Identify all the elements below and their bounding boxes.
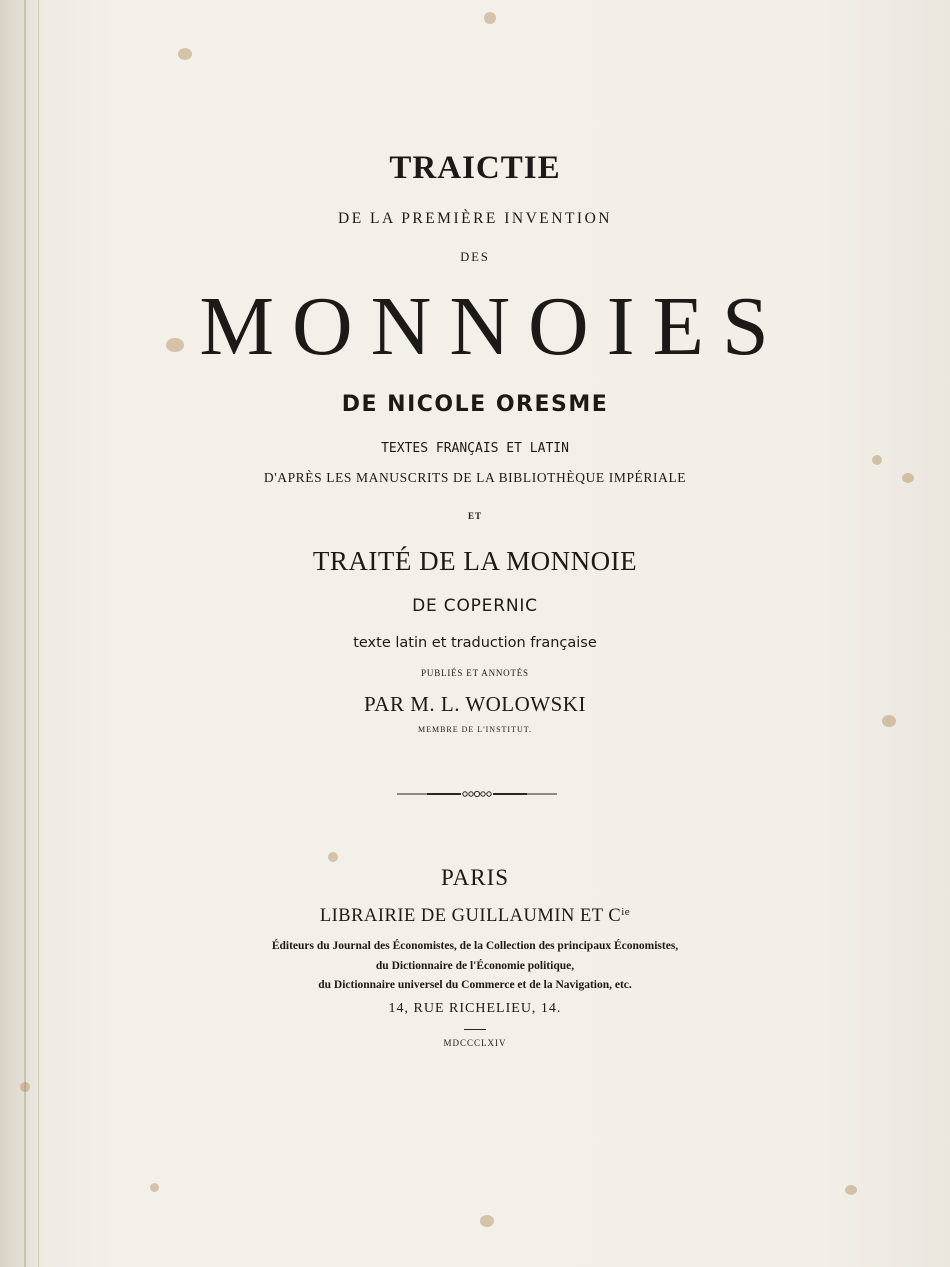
foxing-spot (480, 1215, 494, 1227)
imprint-publisher (0, 906, 950, 927)
editor-line: PAR M. L. WOLOWSKI (364, 692, 586, 716)
imprint-year: MDCCCLXIV (443, 1038, 507, 1048)
texte-latin-line: texte latin et traduction française (353, 635, 597, 651)
foxing-spot (484, 12, 496, 24)
imprint-address: 14, RUE RICHELIEU, 14. (388, 1001, 562, 1016)
binding-fold (24, 0, 26, 1267)
foxing-spot (872, 455, 882, 465)
subtitle-invention: DE LA PREMIÈRE INVENTION (338, 210, 612, 227)
imprint-editeurs: Éditeurs du Journal des Économistes, de la Collection des principaux Économistes, (271, 940, 679, 952)
page-gutter (0, 0, 39, 1267)
foxing-spot (20, 1082, 30, 1092)
membre-line: MEMBRE DE L'INSTITUT. (417, 725, 533, 734)
imprint-dictionnaire: du Dictionnaire de l'Économie politique, (375, 960, 575, 972)
foxing-spot (845, 1185, 857, 1195)
author-oresme: DE NICOLE ORESME (341, 392, 609, 417)
subtitle-des: DES (460, 250, 490, 264)
imprint-city: PARIS (440, 865, 510, 890)
ornament-rule-icon (397, 786, 557, 802)
et-line: ET (467, 511, 482, 521)
manuscrits-line: D'APRÈS LES MANUSCRITS DE LA BIBLIOTHÈQUE IMPÉRIALE (263, 470, 687, 485)
foxing-spot (178, 48, 192, 60)
foxing-spot (328, 852, 338, 862)
short-rule (464, 1029, 486, 1030)
publisher-name: LIBRAIRIE DE GUILLAUMIN ET C (319, 906, 622, 926)
title-traictie: TRAICTIE (389, 150, 561, 186)
author-copernic: DE COPERNIC (412, 596, 538, 616)
main-title-monnoies: MONNOIES (199, 280, 787, 373)
publies-line: PUBLIÉS ET ANNOTÉS (421, 668, 529, 678)
imprint-commerce: du Dictionnaire universel du Commerce et de la Navigation, etc. (318, 979, 632, 991)
second-title-traite: TRAITÉ DE LA MONNOIE (312, 546, 638, 576)
publisher-superscript: ie (621, 906, 631, 918)
textes-line: TEXTES FRANÇAIS ET LATIN (381, 441, 569, 456)
foxing-spot (150, 1183, 159, 1192)
